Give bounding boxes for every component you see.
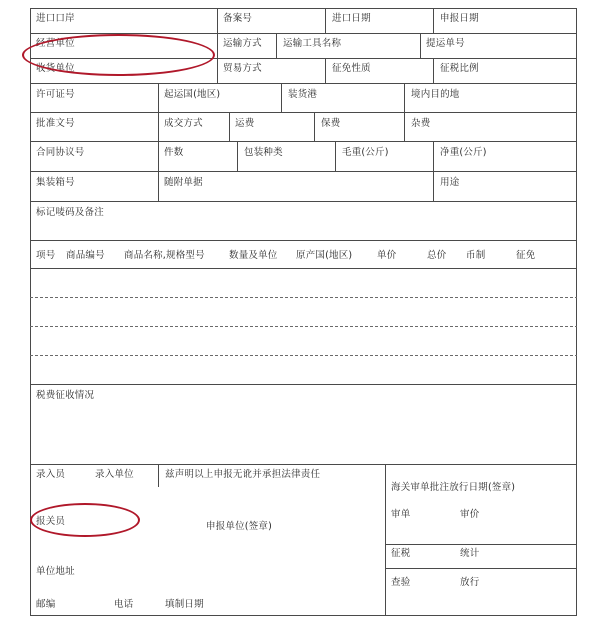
declaration-statement: 兹声明以上申报无讹并承担法律责任 — [165, 469, 321, 480]
insurance-label: 保费 — [321, 118, 341, 129]
import-date-label: 进口日期 — [332, 13, 371, 24]
contract-no-label: 合同协议号 — [36, 147, 85, 158]
pieces-label: 件数 — [164, 147, 184, 158]
customs-approval-label: 海关审单批注放行日期(签章) — [391, 482, 516, 493]
transport-mode-label: 运输方式 — [223, 38, 262, 49]
goods-origin-header: 原产国(地区) — [296, 250, 353, 261]
inspection-label: 查验 — [391, 577, 411, 588]
marks-remarks-label: 标记唛码及备注 — [36, 207, 104, 218]
goods-exemption-header: 征免 — [516, 250, 536, 261]
goods-code-header: 商品编号 — [66, 250, 105, 261]
fill-date-label: 填制日期 — [165, 599, 204, 610]
goods-total-price-header: 总价 — [427, 250, 447, 261]
destination-label: 境内目的地 — [411, 89, 460, 100]
freight-label: 运费 — [235, 118, 255, 129]
receiving-unit-label: 收货单位 — [36, 63, 75, 74]
misc-fee-label: 杂费 — [411, 118, 431, 129]
entry-unit-label: 录入单位 — [95, 469, 134, 480]
goods-unit-price-header: 单价 — [377, 250, 397, 261]
goods-item-no-header: 项号 — [36, 250, 56, 261]
operating-unit-label: 经营单位 — [36, 38, 75, 49]
usage-label: 用途 — [440, 177, 460, 188]
attached-docs-label: 随附单据 — [164, 177, 203, 188]
net-weight-label: 净重(公斤) — [440, 147, 487, 158]
trade-mode-label: 贸易方式 — [223, 63, 262, 74]
entry-clerk-label: 录入员 — [36, 469, 66, 480]
review-label: 审单 — [391, 509, 411, 520]
tax-status-label: 税费征收情况 — [36, 390, 95, 401]
package-type-label: 包装种类 — [244, 147, 283, 158]
goods-currency-header: 币制 — [466, 250, 486, 261]
release-label: 放行 — [460, 577, 480, 588]
highlight-oval-operating-receiving-unit — [22, 34, 215, 76]
exemption-nature-label: 征免性质 — [332, 63, 371, 74]
highlight-oval-declarant — [30, 503, 140, 537]
declaring-unit-seal-label: 申报单位(签章) — [206, 521, 273, 532]
goods-name-header: 商品名称,规格型号 — [124, 250, 205, 261]
bill-no-label: 提运单号 — [426, 38, 465, 49]
tax-ratio-label: 征税比例 — [440, 63, 479, 74]
license-no-label: 许可证号 — [36, 89, 75, 100]
container-no-label: 集装箱号 — [36, 177, 75, 188]
record-no-label: 备案号 — [223, 13, 253, 24]
declare-date-label: 申报日期 — [440, 13, 479, 24]
deal-mode-label: 成交方式 — [164, 118, 203, 129]
import-port-label: 进口口岸 — [36, 13, 75, 24]
goods-qty-header: 数量及单位 — [229, 250, 278, 261]
loading-port-label: 装货港 — [288, 89, 318, 100]
phone-label: 电话 — [114, 599, 134, 610]
statistics-label: 统计 — [460, 548, 480, 559]
origin-country-label: 起运国(地区) — [164, 89, 221, 100]
approval-no-label: 批准文号 — [36, 118, 75, 129]
tax-levy-label: 征税 — [391, 548, 411, 559]
valuation-label: 审价 — [460, 509, 480, 520]
declarant-label: 报关员 — [36, 516, 66, 527]
unit-address-label: 单位地址 — [36, 566, 75, 577]
gross-weight-label: 毛重(公斤) — [342, 147, 389, 158]
postcode-label: 邮编 — [36, 599, 56, 610]
transport-tool-label: 运输工具名称 — [283, 38, 342, 49]
